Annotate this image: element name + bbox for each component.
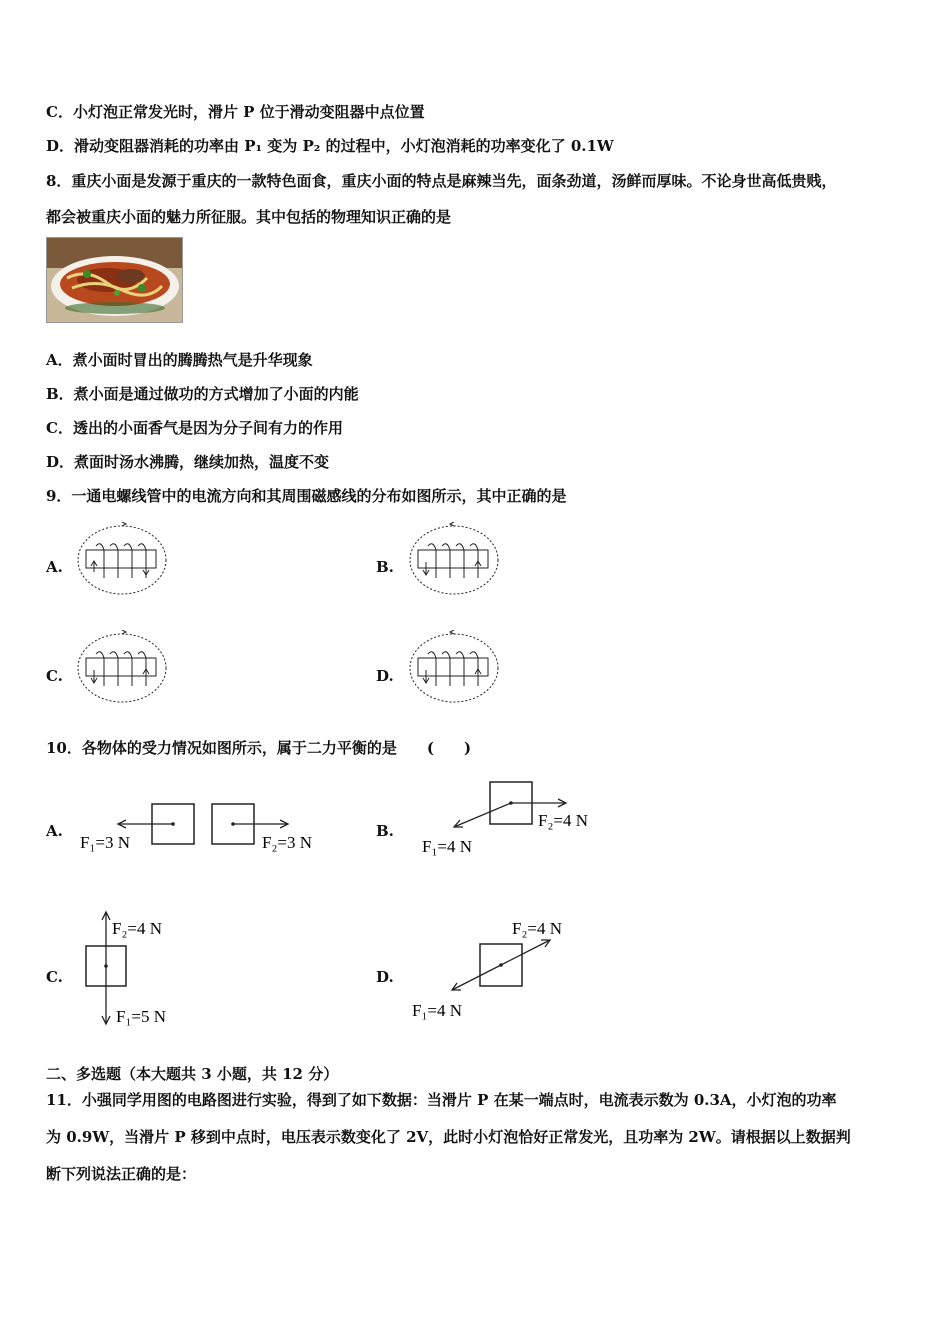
force-label-c1: F₁=5 N: [116, 1007, 166, 1026]
q10-label-d: D.: [376, 968, 394, 986]
q9-label-d: D.: [376, 667, 394, 685]
q7-option-d: D．滑动变阻器消耗的功率由 P₁ 变为 P₂ 的过程中，小灯泡消耗的功率变化了 0.1W: [46, 137, 614, 155]
q8-option-a: A．煮小面时冒出的腾腾热气是升华现象: [46, 351, 313, 369]
q10-stem: 10．各物体的受力情况如图所示，属于二力平衡的是 ( ): [46, 739, 472, 757]
q8-option-b: B．煮小面是通过做功的方式增加了小面的内能: [46, 385, 359, 403]
q7-option-c: C．小灯泡正常发光时，滑片 P 位于滑动变阻器中点位置: [46, 103, 425, 121]
q11-stem-line1: 11．小强同学用图的电路图进行实验，得到了如下数据：当滑片 P 在某一端点时，电流表示数为 0.3A，小灯泡的功率: [46, 1091, 837, 1109]
q10-label-b: B.: [376, 822, 394, 840]
q9-label-c: C.: [46, 667, 63, 685]
q8-stem-line2: 都会被重庆小面的魅力所征服。其中包括的物理知识正确的是: [46, 208, 452, 226]
q9-stem: 9．一通电螺线管中的电流方向和其周围磁感线的分布如图所示，其中正确的是: [46, 487, 567, 505]
q9-solenoid-b: [406, 522, 506, 600]
q11-stem-line3: 断下列说法正确的是：: [46, 1165, 197, 1183]
force-label-d1: F₁=4 N: [412, 1001, 462, 1020]
q10-diagram-a: [76, 796, 336, 860]
q8-option-d: D．煮面时汤水沸腾，继续加热，温度不变: [46, 453, 330, 471]
q9-solenoid-d: [406, 630, 506, 708]
force-label-b2: F₂=4 N: [538, 811, 588, 830]
section-heading: 二、多选题（本大题共 3 小题，共 12 分）: [46, 1065, 339, 1083]
q8-stem-line1: 8．重庆小面是发源于重庆的一款特色面食，重庆小面的特点是麻辣当先，面条劲道，汤鲜而厚味。不论身世高低贵贱，: [46, 172, 837, 190]
q8-option-c: C．透出的小面香气是因为分子间有力的作用: [46, 419, 343, 437]
q10-diagram-b: [418, 778, 618, 864]
q10-label-c: C.: [46, 968, 63, 986]
force-label-d2: F₂=4 N: [512, 919, 562, 938]
force-label-c2: F₂=4 N: [112, 919, 162, 938]
noodle-bowl-photo: [46, 237, 183, 323]
q10-label-a: A.: [46, 822, 63, 840]
force-label-a1: F₁=3 N: [80, 833, 130, 852]
force-label-a2: F₂=3 N: [262, 833, 312, 852]
q9-label-a: A.: [46, 558, 63, 576]
q10-diagram-c: [80, 908, 200, 1032]
q10-diagram-d: [410, 912, 600, 1024]
force-label-b1: F₁=4 N: [422, 837, 472, 856]
q9-solenoid-c: [74, 630, 174, 708]
q9-solenoid-a: [74, 522, 174, 600]
q9-label-b: B.: [376, 558, 394, 576]
q11-stem-line2: 为 0.9W，当滑片 P 移到中点时，电压表示数变化了 2V，此时小灯泡恰好正常发光，且功率为 2W。请根据以上数据判: [46, 1128, 851, 1146]
